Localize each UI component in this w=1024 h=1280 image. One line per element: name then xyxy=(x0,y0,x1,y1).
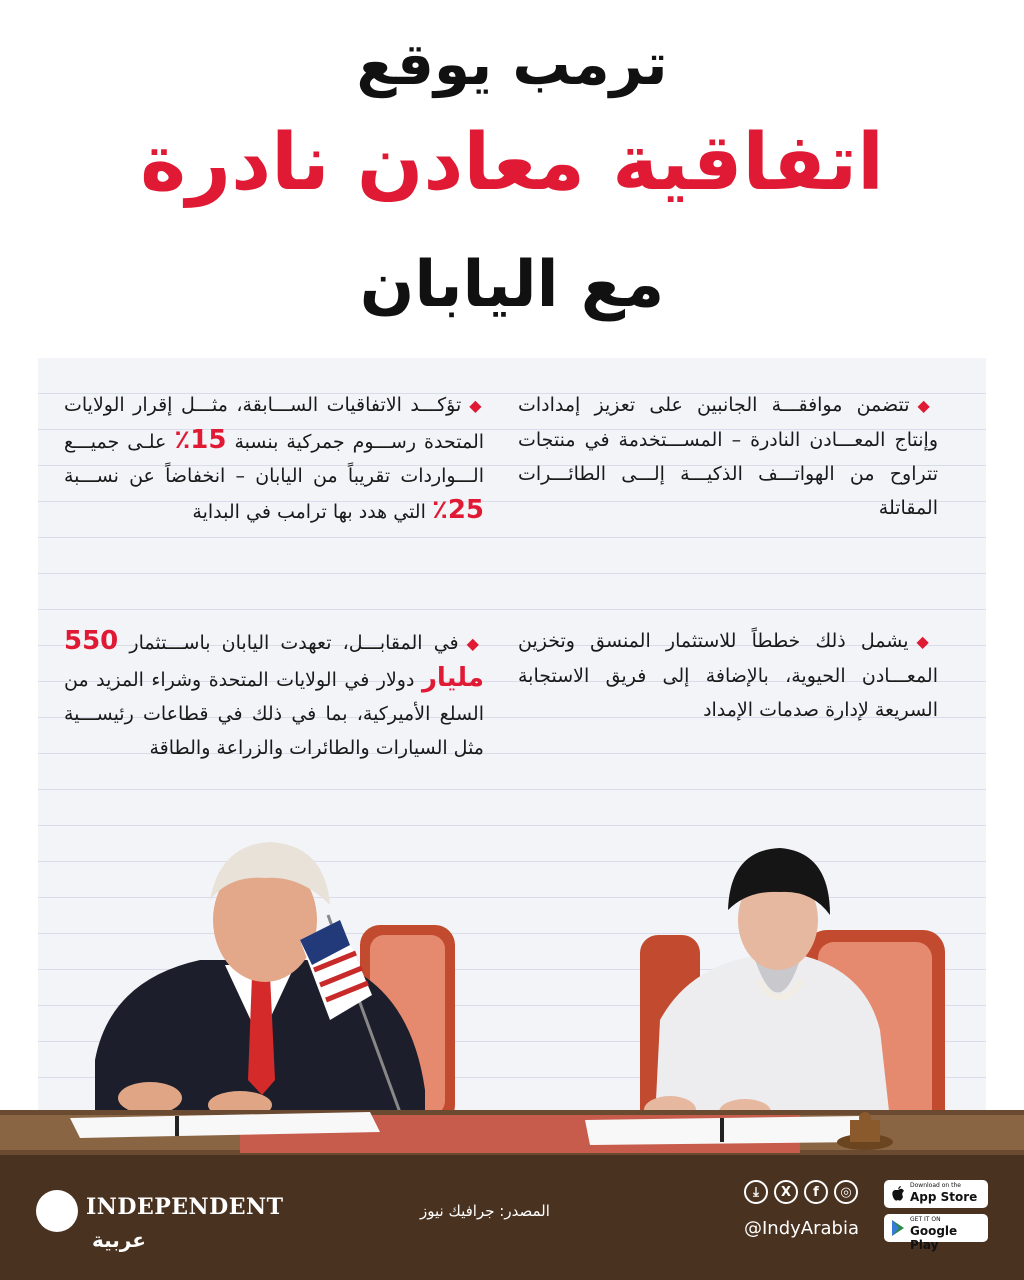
x-icon[interactable]: X xyxy=(774,1180,798,1204)
google-play-badge[interactable] xyxy=(884,1214,988,1252)
bullet-icon: ◆ xyxy=(469,396,484,415)
point-3-text: يشمل ذلك خططاً للاستثمار المنسق وتخزين المعـــادن الحيوية، بالإضافة إلى فريق الاستجابة السريعة لإدارة صدمات الإمداد xyxy=(518,630,938,721)
point-2-text-a: تؤكـــد الاتفاقيات الســـابقة، مثـــل إقرار الولايات المتحدة رســـوم جمركية بنسبة xyxy=(64,394,485,453)
google-play-text: Google Play xyxy=(910,1224,958,1252)
instagram-icon[interactable]: ◎ xyxy=(834,1180,858,1204)
title-line-3: مع اليابان xyxy=(359,248,665,322)
point-2 xyxy=(64,388,484,529)
bullet-icon: ◆ xyxy=(466,634,484,653)
document-right xyxy=(585,1116,866,1145)
eagle-logo-icon xyxy=(36,1190,78,1232)
bullet-icon: ◆ xyxy=(917,396,938,415)
investment-highlight: 550 مليار xyxy=(64,626,484,693)
apple-icon xyxy=(890,1185,906,1203)
point-3 xyxy=(518,624,938,727)
point-4-text-a: في المقابـــل، تعهدت اليابان باســـتثمار xyxy=(129,632,459,654)
independent-arabia-logo xyxy=(36,1190,284,1270)
point-4 xyxy=(64,624,484,765)
logo-wordmark: INDEPENDENT xyxy=(86,1194,284,1220)
bullet-icon: ◆ xyxy=(916,632,938,651)
google-play-icon xyxy=(890,1219,906,1237)
app-store-text: App Store xyxy=(910,1190,978,1204)
source-credit: المصدر: جرافيك نيوز xyxy=(420,1202,550,1220)
download-icon[interactable]: ⤓ xyxy=(744,1180,768,1204)
point-1-text: تتضمن موافقـــة الجانبين على تعزيز إمدادات وإنتاج المعـــادن النادرة – المســـتخدمة في منتجات تتراوح من الهواتـــف الذكيـــة إلـــى الطائـــرات المقاتلة xyxy=(518,394,938,519)
social-links xyxy=(744,1180,874,1210)
tariff-15-highlight: 15٪ xyxy=(174,425,227,455)
tariff-25-highlight: 25٪ xyxy=(431,495,484,525)
app-store-small-text: Download on the xyxy=(910,1182,961,1189)
title-line-1: ترمب يوقع xyxy=(356,30,668,98)
title-line-2: اتفاقية معادن نادرة xyxy=(140,118,884,208)
app-store-badge[interactable] xyxy=(884,1180,988,1208)
point-4-text-b: دولار في الولايات المتحدة وشراء المزيد من السلع الأميركية، بما في ذلك في قطاعات رئيســـية مثل السيارات والطائرات والزراعة والطاقة xyxy=(64,669,484,759)
facebook-icon[interactable]: f xyxy=(804,1180,828,1204)
google-play-small-text: GET IT ON xyxy=(910,1216,941,1223)
social-handle[interactable]: @IndyArabia xyxy=(744,1218,859,1239)
point-1 xyxy=(518,388,938,525)
point-2-text-c: التي هدد بها ترامب في البداية xyxy=(192,501,426,523)
point-2-text-b: علـى جميـــع الـــواردات تقريباً من اليابان – انخفاضاً عن نســـبة xyxy=(64,431,484,487)
logo-arabic: عربية xyxy=(92,1228,146,1252)
